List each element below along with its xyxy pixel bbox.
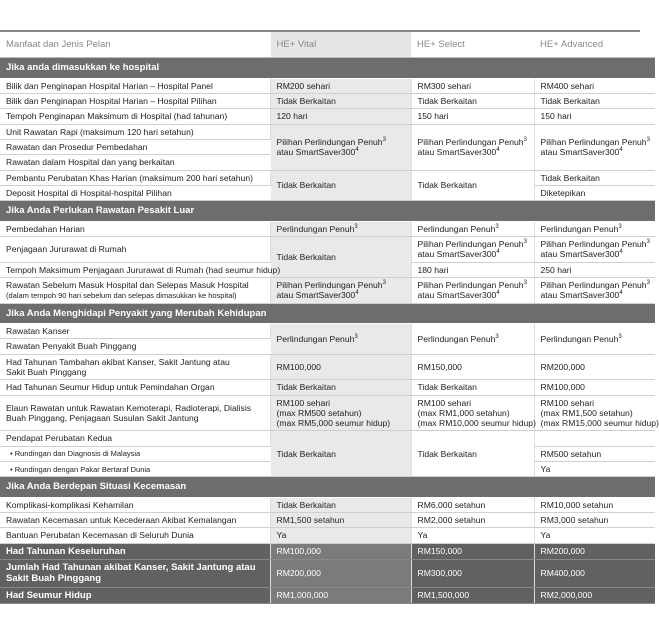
table-row — [0, 528, 655, 543]
cell-select: RM6,000 setahun — [411, 497, 534, 512]
cell-advanced: RM100,000 — [534, 380, 655, 395]
cell-select: RM300 sehari — [411, 78, 534, 93]
cell-vital: RM100 sehari (max RM500 setahun) (max RM5,000 seumur hidup) — [270, 395, 411, 431]
row-label: Elaun Rawatan untuk Rawatan Kemoterapi, Radioterapi, Dialisis Buah Pinggang, Penjagaan Susulan Sakit Jantung — [0, 395, 270, 431]
row-label: Pembantu Perubatan Khas Harian (maksimum 200 hari setahun) — [0, 170, 270, 185]
cell-advanced: 150 hari — [534, 109, 655, 124]
cell-advanced: RM200,000 — [534, 354, 655, 380]
table-row — [0, 380, 655, 395]
cell-select: 180 hari — [411, 262, 534, 277]
cell-vital: RM200,000 — [270, 560, 411, 588]
section-title: Jika Anda Berdepan Situasi Kecemasan — [0, 477, 655, 497]
row-label: Tempoh Maksimum Penjagaan Jururawat di Rumah (had seumur hidup) — [0, 262, 270, 277]
cell-select: 150 hari — [411, 109, 534, 124]
row-label: Tempoh Penginapan Maksimum di Hospital (had tahunan) — [0, 109, 270, 124]
table-row — [0, 221, 655, 236]
cell-vital: RM100,000 — [270, 543, 411, 559]
row-label: Rawatan dalam Hospital dan yang berkaitan — [0, 155, 270, 170]
row-label: Had Tahunan Tambahan akibat Kanser, Sakit Jantung atau Sakit Buah Pinggang — [0, 354, 270, 380]
header-select: HE+ Select — [411, 32, 534, 58]
cell-vital: Tidak Berkaitan — [270, 497, 411, 512]
cell-vital: Ya — [270, 528, 411, 543]
table-row — [0, 124, 655, 139]
cell-vital: RM1,000,000 — [270, 587, 411, 603]
cell-advanced: RM400,000 — [534, 560, 655, 588]
cell-advanced: Tidak Berkaitan — [534, 94, 655, 109]
cell-select: RM2,000 setahun — [411, 513, 534, 528]
cell-advanced: Pilihan Perlindungan Penuh$^3$ atau $SmartSaver300^4$ — [534, 236, 655, 262]
cell-vital: Tidak Berkaitan — [270, 236, 411, 277]
row-label: Rawatan Penyakit Buah Pinggang — [0, 339, 270, 354]
cell-vital: Pilihan Perlindungan Penuh$^3$ atau $SmartSaver300^4$ — [270, 124, 411, 170]
cell-advanced: RM200,000 — [534, 543, 655, 559]
row-label: Penjagaan Jururawat di Rumah — [0, 236, 270, 262]
section-header — [0, 477, 655, 497]
cell-select: RM300,000 — [411, 560, 534, 588]
benefits-table-container — [0, 30, 659, 612]
cell-advanced: Pilihan Perlindungan Penuh$^3$ atau $SmartSaver300^4$ — [534, 124, 655, 170]
cell-vital: 120 hari — [270, 109, 411, 124]
section-title: Jika Anda Perlukan Rawatan Pesakit Luar — [0, 201, 655, 221]
table-row — [0, 170, 655, 185]
row-label: • Rundingan dengan Pakar Bertaraf Dunia — [0, 462, 270, 477]
cell-select: Pilihan Perlindungan Penuh$^3$ atau $SmartSaver300^4$ — [411, 277, 534, 303]
table-row — [0, 354, 655, 380]
row-label: Rawatan dan Prosedur Pembedahan — [0, 140, 270, 155]
cell-advanced: Perlindungan Penuh$^3$ — [534, 221, 655, 236]
table-row — [0, 513, 655, 528]
row-label: Bantuan Perubatan Kecemasan di Seluruh Dunia — [0, 528, 270, 543]
total-row — [0, 560, 655, 588]
cell-select: Pilihan Perlindungan Penuh$^3$ atau $SmartSaver300^4$ — [411, 124, 534, 170]
cell-advanced: Ya — [534, 528, 655, 543]
cell-select: Perlindungan Penuh$^3$ — [411, 221, 534, 236]
total-label: Had Tahunan Keseluruhan — [0, 543, 270, 559]
cell-advanced: 250 hari — [534, 262, 655, 277]
cell-advanced: RM500 setahun — [534, 446, 655, 461]
cell-vital: RM100,000 — [270, 354, 411, 380]
header-benefits: Manfaat dan Jenis Pelan — [0, 32, 270, 58]
cell-select: Tidak Berkaitan — [411, 170, 534, 201]
cell-select: Tidak Berkaitan — [411, 431, 534, 477]
row-label: Rawatan Sebelum Masuk Hospital dan Selepas Masuk Hospital (dalam tempoh 90 hari sebelum dan selepas dimasukkan ke hospital) — [0, 277, 270, 303]
section-title: Jika Anda Menghidapi Penyakit yang Merubah Kehidupan — [0, 303, 655, 323]
cell-vital: Perlindungan Penuh$^3$ — [270, 323, 411, 354]
cell-select: Tidak Berkaitan — [411, 94, 534, 109]
cell-advanced: Perlindungan Penuh$^3$ — [534, 323, 655, 354]
cell-select: RM150,000 — [411, 354, 534, 380]
row-label: Deposit Hospital di Hospital-hospital Pilihan — [0, 185, 270, 200]
row-label: Pembedahan Harian — [0, 221, 270, 236]
table-row — [0, 236, 655, 262]
row-label: Unit Rawatan Rapi (maksimum 120 hari setahun) — [0, 124, 270, 139]
section-header — [0, 303, 655, 323]
cell-advanced: Tidak Berkaitan — [534, 170, 655, 185]
cell-select: RM1,500,000 — [411, 587, 534, 603]
cell-vital: Tidak Berkaitan — [270, 431, 411, 477]
cell-advanced: RM100 sehari (max RM1,500 setahun) (max RM15,000 seumur hidup) — [534, 395, 655, 431]
row-label: Rawatan Kanser — [0, 323, 270, 338]
total-row — [0, 587, 655, 603]
section-header — [0, 58, 655, 78]
cell-advanced: Pilihan Perlindungan Penuh$^3$ atau $SmartSaver300^4$ — [534, 277, 655, 303]
row-label: Komplikasi-komplikasi Kehamilan — [0, 497, 270, 512]
section-title: Jika anda dimasukkan ke hospital — [0, 58, 655, 78]
cell-vital: Pilihan Perlindungan Penuh$^3$ atau $SmartSaver300^4$ — [270, 277, 411, 303]
row-label: Bilik dan Penginapan Hospital Harian – Hospital Pilihan — [0, 94, 270, 109]
row-label: Rawatan Kecemasan untuk Kecederaan Akibat Kemalangan — [0, 513, 270, 528]
total-label: Jumlah Had Tahunan akibat Kanser, Sakit Jantung atau Sakit Buah Pinggang — [0, 560, 270, 588]
table-row — [0, 277, 655, 303]
row-label: Bilik dan Penginapan Hospital Harian – Hospital Panel — [0, 78, 270, 93]
table-row — [0, 497, 655, 512]
cell-vital: Perlindungan Penuh$^3$ — [270, 221, 411, 236]
cell-advanced: Diketepikan — [534, 185, 655, 200]
table-row — [0, 78, 655, 93]
total-row — [0, 543, 655, 559]
cell-vital: Tidak Berkaitan — [270, 170, 411, 201]
row-label: Had Tahunan Seumur Hidup untuk Pemindahan Organ — [0, 380, 270, 395]
cell-advanced — [534, 431, 655, 446]
total-label: Had Seumur Hidup — [0, 587, 270, 603]
cell-select: RM150,000 — [411, 543, 534, 559]
header-vital: HE+ Vital — [270, 32, 411, 58]
cell-select: Pilihan Perlindungan Penuh$^3$ atau $SmartSaver300^4$ — [411, 236, 534, 262]
cell-select: Ya — [411, 528, 534, 543]
cell-select: Tidak Berkaitan — [411, 380, 534, 395]
table-row — [0, 431, 655, 446]
row-label: • Rundingan dan Diagnosis di Malaysia — [0, 446, 270, 461]
cell-vital: RM1,500 setahun — [270, 513, 411, 528]
table-row — [0, 395, 655, 431]
row-label: Pendapat Perubatan Kedua — [0, 431, 270, 446]
cell-vital: RM200 sehari — [270, 78, 411, 93]
cell-select: Perlindungan Penuh$^3$ — [411, 323, 534, 354]
cell-advanced: RM10,000 setahun — [534, 497, 655, 512]
table-row — [0, 323, 655, 338]
section-header — [0, 201, 655, 221]
cell-vital: Tidak Berkaitan — [270, 380, 411, 395]
benefits-table — [0, 32, 659, 604]
cell-advanced: RM400 sehari — [534, 78, 655, 93]
cell-advanced: RM2,000,000 — [534, 587, 655, 603]
header-advanced: HE+ Advanced — [534, 32, 655, 58]
cell-advanced: Ya — [534, 462, 655, 477]
cell-vital: Tidak Berkaitan — [270, 94, 411, 109]
table-row — [0, 94, 655, 109]
cell-advanced: RM3,000 setahun — [534, 513, 655, 528]
cell-select: RM100 sehari (max RM1,000 setahun) (max RM10,000 seumur hidup) — [411, 395, 534, 431]
table-row — [0, 109, 655, 124]
header-row — [0, 32, 655, 58]
